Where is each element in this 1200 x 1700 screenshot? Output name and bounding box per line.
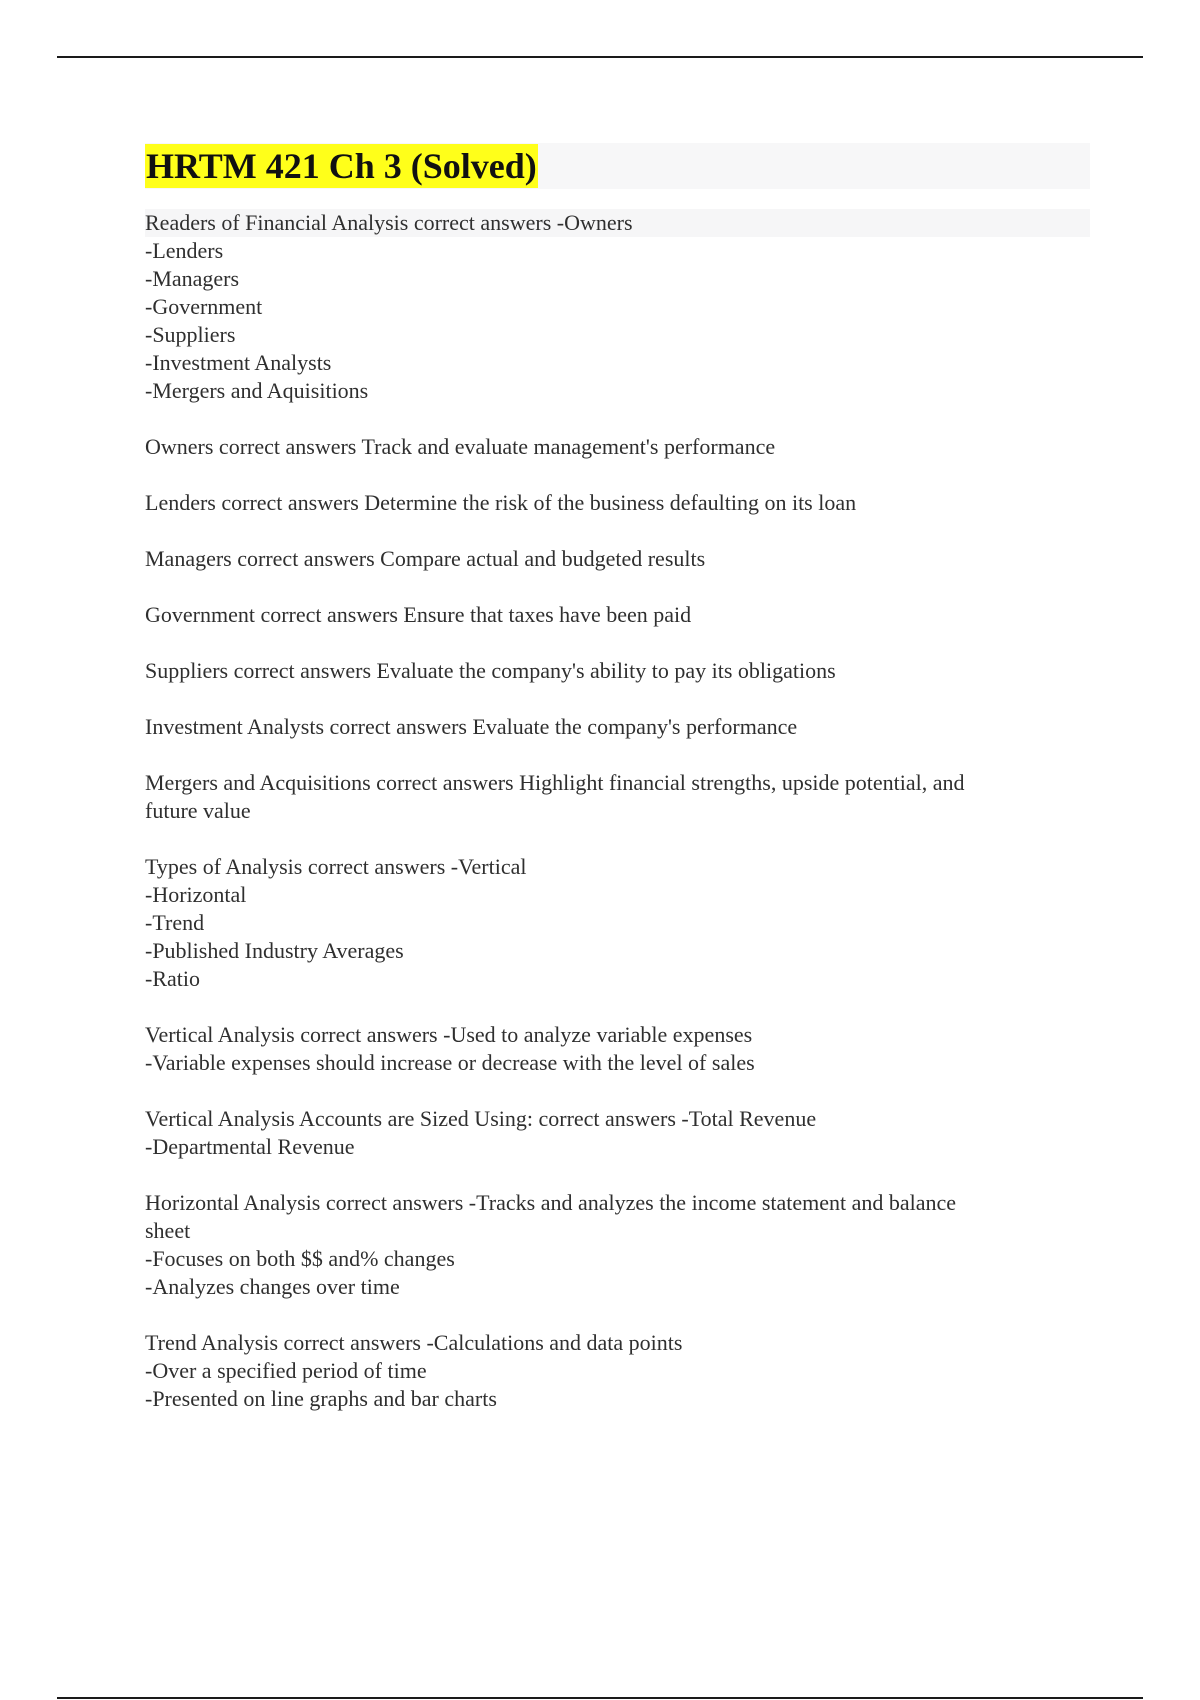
qa-entry-managers [145,545,1090,573]
qa-entry-vertical-accounts [145,1105,1090,1161]
qa-entry-suppliers [145,657,1090,685]
qa-entry-readers [145,209,1090,405]
entry-line: Vertical Analysis correct answers -Used to analyze variable expenses [145,1022,753,1047]
qa-entry-types-of-analysis [145,853,1090,993]
entry-line: Types of Analysis correct answers -Vertical [145,854,527,879]
entry-line: -Published Industry Averages [145,938,404,963]
entry-line: Mergers and Acquisitions correct answers Highlight financial strengths, upside potential, and [145,770,965,795]
title-bar [145,143,1090,189]
entry-line: Owners correct answers Track and evaluate management's performance [145,434,776,459]
qa-entry-horizontal-analysis [145,1189,1090,1301]
document-body [145,143,1090,1441]
entry-line: -Variable expenses should increase or decrease with the level of sales [145,1050,755,1075]
entry-line: -Presented on line graphs and bar charts [145,1386,497,1411]
qa-entry-lenders [145,489,1090,517]
entry-line: -Horizontal [145,882,247,907]
entry-line: Horizontal Analysis correct answers -Tracks and analyzes the income statement and balance [145,1190,957,1215]
entry-line: future value [145,798,251,823]
entry-line: Readers of Financial Analysis correct answers -Owners [145,209,1090,237]
entry-line: -Government [145,294,263,319]
entry-line: Lenders correct answers Determine the risk of the business defaulting on its loan [145,490,857,515]
entry-line: -Focuses on both $$ and% changes [145,1246,455,1271]
entry-line: sheet [145,1218,191,1243]
qa-entry-government [145,601,1090,629]
entry-line: -Analyzes changes over time [145,1274,400,1299]
qa-entry-owners [145,433,1090,461]
entry-line: Suppliers correct answers Evaluate the company's ability to pay its obligations [145,658,836,683]
entry-line: -Trend [145,910,205,935]
entry-line: -Investment Analysts [145,350,332,375]
document-title: HRTM 421 Ch 3 (Solved) [146,146,537,186]
qa-entry-trend-analysis [145,1329,1090,1413]
entry-line: Investment Analysts correct answers Evaluate the company's performance [145,714,798,739]
qa-entry-vertical-analysis [145,1021,1090,1077]
entry-line: Government correct answers Ensure that taxes have been paid [145,602,692,627]
entry-line: Vertical Analysis Accounts are Sized Using: correct answers -Total Revenue [145,1106,817,1131]
entry-line: Managers correct answers Compare actual and budgeted results [145,546,706,571]
qa-entry-mergers [145,769,1090,825]
entry-line: -Over a specified period of time [145,1358,427,1383]
entry-line: -Mergers and Aquisitions [145,378,369,403]
entry-line: Trend Analysis correct answers -Calculations and data points [145,1330,683,1355]
entry-line: -Suppliers [145,322,236,347]
entry-line: -Managers [145,266,240,291]
entry-line: -Departmental Revenue [145,1134,355,1159]
entry-line: -Ratio [145,966,200,991]
qa-entry-investment-analysts [145,713,1090,741]
top-rule [57,56,1143,58]
bottom-rule [57,1697,1143,1699]
entry-line: -Lenders [145,238,224,263]
